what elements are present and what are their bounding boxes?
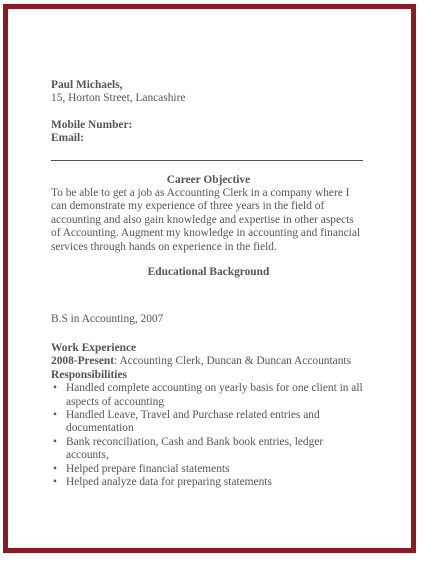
applicant-name: Paul Michaels, <box>51 79 123 91</box>
list-item: • Bank reconciliation, Cash and Bank book entries, ledger accounts, <box>51 436 366 463</box>
list-item: • Handled Leave, Travel and Purchase related entries and documentation <box>51 409 366 436</box>
education-heading: Educational Background <box>147 266 270 279</box>
list-item: • Helped prepare financial statements <box>51 463 366 476</box>
mobile-label: Mobile Number: <box>51 118 133 131</box>
applicant-address: 15, Horton Street, Lancashire <box>51 92 186 105</box>
list-item: • Helped analyze data for preparing statements <box>51 476 366 489</box>
divider <box>51 160 363 161</box>
education-degree: B.S in Accounting, 2007 <box>51 313 164 326</box>
work-period: 2008-Present <box>51 355 115 368</box>
email-label: Email: <box>51 132 84 145</box>
responsibilities-list <box>51 382 366 489</box>
career-objective-heading: Career Objective <box>166 173 251 186</box>
career-objective-text: To be able to get a job as Accounting Clerk in a company where I can demonstrate my experience of three years in the field of accounting and also gain knowledge and expertise in other aspects of Accounting. Augment my knowledge in accounting and financial services through hands on experience in the field. <box>51 187 361 253</box>
responsibilities-heading: Responsibilities <box>51 368 127 381</box>
contact-block <box>51 79 366 106</box>
resume-content <box>51 79 366 489</box>
work-experience-heading: Work Experience <box>51 341 137 354</box>
work-position-line <box>51 355 366 368</box>
work-position: : Accounting Clerk, Duncan & Duncan Accountants <box>114 355 351 368</box>
list-item: • Handled complete accounting on yearly basis for one client in all aspects of accounting <box>51 382 366 409</box>
